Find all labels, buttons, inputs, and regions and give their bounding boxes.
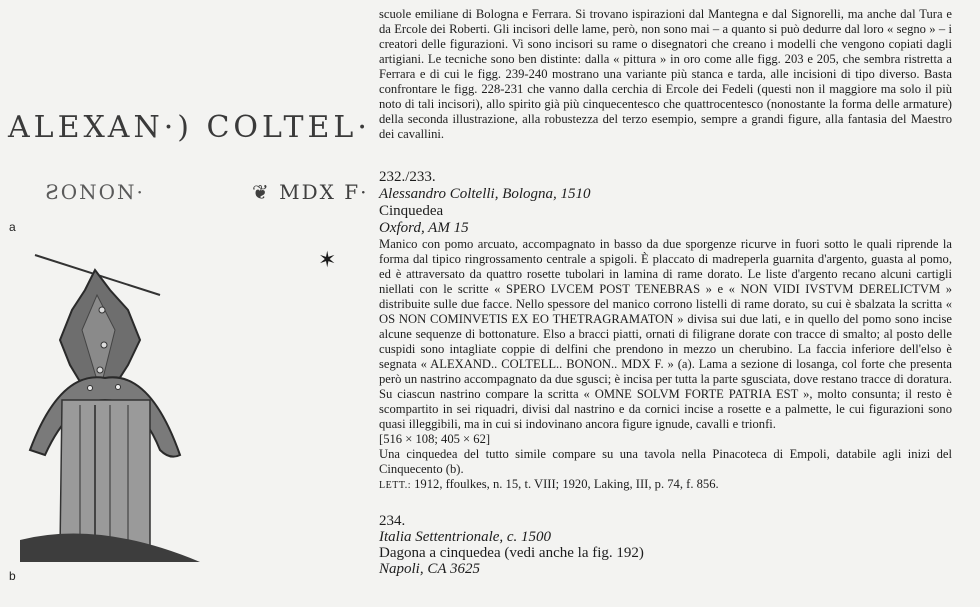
entry2-author: Italia Settentrionale, c. 1500: [379, 529, 552, 545]
entry-literature: [379, 477, 952, 493]
entry2-number: 234.: [379, 513, 406, 529]
star-mark: ✶: [318, 247, 337, 272]
literature-label: LETT.:: [379, 480, 411, 491]
entry-author: Alessandro Coltelli, Bologna, 1510: [379, 186, 591, 202]
entry-location: Oxford, AM 15: [379, 220, 469, 236]
figure-label-a: a: [9, 220, 16, 234]
inscription-rubbing-right: ❦ MDX F·: [252, 180, 369, 204]
entry2-location: Napoli, CA 3625: [379, 561, 480, 577]
entry-234-header: [379, 513, 952, 577]
cinquedea-hilt-illustration: [0, 250, 360, 580]
intro-paragraph: scuole emiliane di Bologna e Ferrara. Si trovano ispirazioni dal Mantegna e dal Signorelli, ma anche dal Tura e da Ercole dei Roberti. Gli incisori delle lame, però, non sono mai – a quanto si può dedurre dal loro « segno » – i creatori delle figurazioni. Vi sono incisori su rame o disegnatori che creano i modelli che vengono copiati dagli artigiani. Le tecniche sono ben distinte: dalla « pittura » in oro come alle figg. 203 e 205, che sembra ristretta a Ferrara e di cui le figg. 239-240 mostrano una variante più stanca e tarda, alle incisioni di tipo diverso. Basta confrontare le figg. 228-231 che vanno dalla cerchia di Ercole dei Fedeli (questi non il maggiore ma solo il più noto di tali incisori), allo spirito già più cinquecentesco che quattrocentesco (nonostante la forma delle armature) della seconda illustrazione, alla robustezza del terzo esempio, sempre a grandi figure, alla fantasia del Maestro dei cavallini.: [379, 7, 952, 141]
entry-note: Una cinquedea del tutto simile compare su una tavola nella Pinacoteca di Empoli, databile agli inizi del Cinquecento (b).: [379, 447, 952, 476]
inscription-rubbing-left: ƧONON·: [45, 180, 145, 204]
literature-text: 1912, ffoulkes, n. 15, t. VIII; 1920, Laking, III, p. 74, f. 856.: [410, 477, 719, 491]
figure-label-b: b: [9, 569, 16, 583]
inscription-rubbing-top: ALEXAN·) COLTEL·: [8, 110, 371, 145]
entry2-object: Dagona a cinquedea (vedi anche la fig. 192): [379, 545, 644, 561]
entry-number: 232./233.: [379, 169, 436, 185]
entry-dimensions: [516 × 108; 405 × 62]: [379, 432, 491, 446]
illustration-column: [0, 0, 371, 607]
text-column: [379, 7, 952, 577]
entry-232-233-header: [379, 169, 952, 237]
entry-object: Cinquedea: [379, 203, 444, 219]
entry-description: Manico con pomo arcuato, accompagnato in basso da due sporgenze ricurve in fuori sotto le quali riprende la forma dal tipico ringrossamento centrale a spigoli. È placcato di madreperla guarnita d'argento, guasta al pomo, ed è attraversato da quattro rosette tubolari in lamina di rame dorato. Le liste d'argento recano alcuni cartigli niellati con le scritte « SPERO LVCEM POST TENEBRAS » e « NON VIDI IVSTVM DERELICTVM » distribuite sulle due facce. Nello spessore del manico corrono listelli di rame dorato, su cui è sbalzata la scritta « OS NON COMINVETIS EX EO THETRAGRAMATON » divisa sui due lati, e in quello del pomo sono incise alcune sequenze di bottonature. Elso a bracci piatti, ornati di filigrane dorate con tracce di smalto; al posto delle cuspidi sono intagliate coppie di delfini che prendono in mezzo un cherubino. La faccia inferiore dell'elso è segnata « ALEXAND.. COLTELL.. BONON.. MDX F. » (a). Lama a sezione di losanga, col forte che presenta però un nastrino accompagnato da due sgusci; è incisa per tutta la parte sgusciata, dove restano tracce di doratura. Su ciascun nastrino compare la scritta « OMNE SOLVM FORTE PATRIA EST », molto consunta; il resto è scompartito in sei riquadri, divisi dal nastrino e da cornici incise a rosette e a palmette, le cui figurazioni sono quasi illeggibili, ma in cui si indovinano ancora figure ignude, cavalli e trionfi.: [379, 237, 952, 431]
